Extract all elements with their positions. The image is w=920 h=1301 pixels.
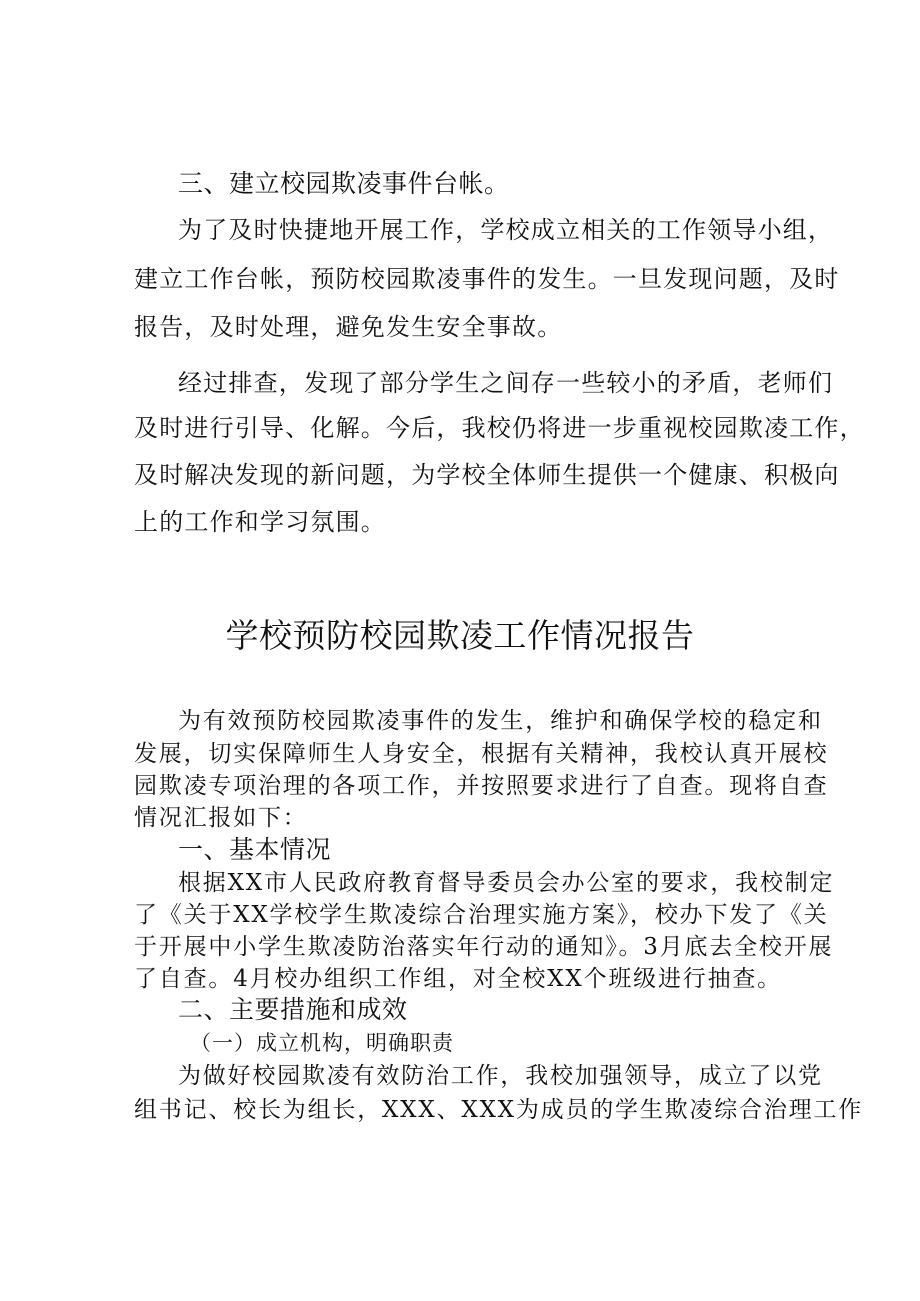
report-title: 学校预防校园欺凌工作情况报告 xyxy=(225,616,695,655)
paragraph-line: 了自查。4月校办组织工作组，对全校XX个班级进行抽查。 xyxy=(134,966,782,992)
paragraph-line: 为做好校园欺凌有效防治工作，我校加强领导，成立了以党 xyxy=(178,1063,823,1089)
paragraph-line: 于开展中小学生欺凌防治落实年行动的通知》。3月底去全校开展 xyxy=(134,934,834,960)
paragraph-line: 为了及时快捷地开展工作，学校成立相关的工作领导小组， xyxy=(178,216,834,244)
paragraph-line: 报告，及时处理，避免发生安全事故。 xyxy=(134,313,563,341)
section3-heading: 三、建立校园欺凌事件台帐。 xyxy=(178,169,510,198)
measures-heading: 二、主要措施和成效 xyxy=(178,995,408,1024)
paragraph-line: 建立工作台帐，预防校园欺凌事件的发生。一旦发现问题，及时 xyxy=(134,265,840,293)
paragraph-line: 园欺凌专项治理的各项工作，并按照要求进行了自查。现将自查 xyxy=(134,773,829,799)
paragraph-line: 发展，切实保障师生人身安全，根据有关精神，我校认真开展校 xyxy=(134,741,829,767)
basic-heading: 一、基本情况 xyxy=(178,835,332,864)
paragraph-line: 经过排查，发现了部分学生之间存一些较小的矛盾，老师们 xyxy=(178,369,834,397)
paragraph-line: 根据XX市人民政府教育督导委员会办公室的要求，我校制定 xyxy=(178,870,835,896)
paragraph-line: 及时解决发现的新问题，为学校全体师生提供一个健康、积极向 xyxy=(134,461,840,489)
paragraph-line: 为有效预防校园欺凌事件的发生，维护和确保学校的稳定和 xyxy=(178,708,823,734)
paragraph-line: 了《关于XX学校学生欺凌综合治理实施方案》，校办下发了《关 xyxy=(134,902,829,928)
paragraph-line: 组书记、校长为组长，XXX、XXX为成员的学生欺凌综合治理工作 xyxy=(134,1097,864,1123)
paragraph-line: 上的工作和学习氛围。 xyxy=(134,508,386,536)
sub-heading: （一）成立机构，明确职责 xyxy=(190,1031,454,1055)
paragraph-line: 及时进行引导、化解。今后，我校仍将进一步重视校园欺凌工作， xyxy=(134,414,865,442)
paragraph-line: 情况汇报如下： xyxy=(134,805,308,831)
